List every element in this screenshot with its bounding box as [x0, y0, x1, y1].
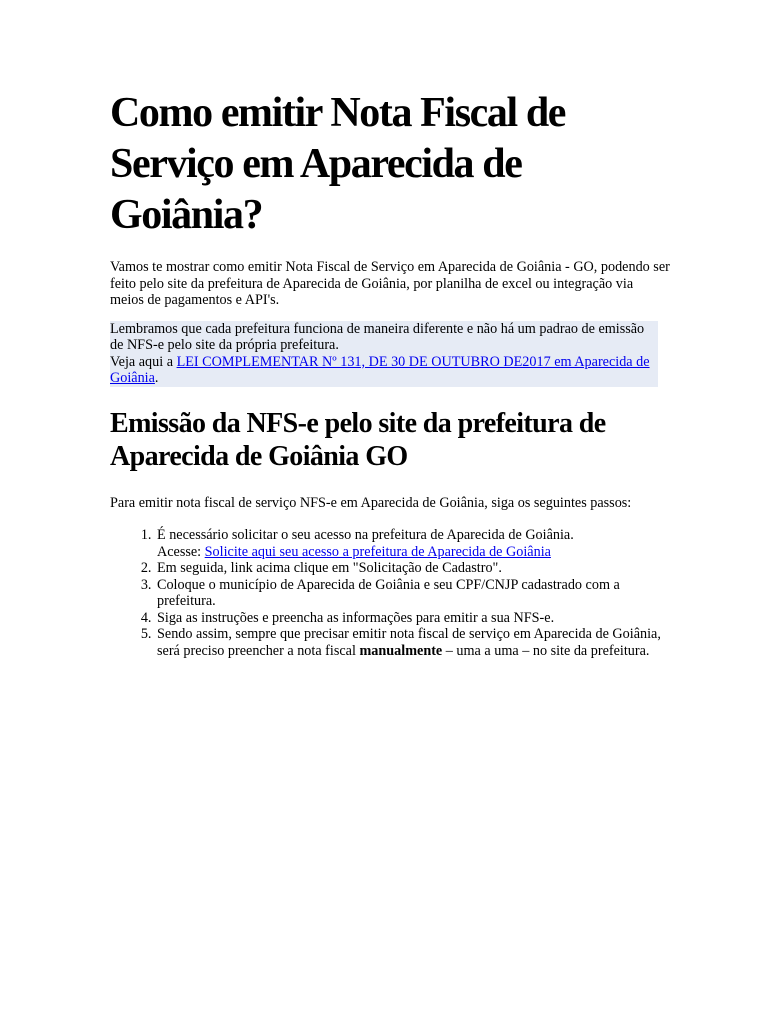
- page-title: Como emitir Nota Fiscal de Serviço em Aparecida de Goiânia?: [110, 90, 566, 238]
- list-item: [155, 527, 670, 560]
- lei-complementar-link[interactable]: LEI COMPLEMENTAR Nº 131, DE 30 DE OUTUBRO DE2017 em Aparecida de Goiânia: [110, 353, 650, 386]
- step-5-prefix: Sendo assim, sempre que precisar emitir nota fiscal de serviço em Aparecida de Goiânia, será preciso preencher a nota fiscal: [157, 626, 661, 659]
- step-5-suffix: – uma a uma – no site da prefeitura.: [442, 642, 650, 659]
- list-item: [155, 626, 670, 659]
- document-page: [110, 88, 670, 659]
- callout-link-suffix: .: [154, 370, 159, 386]
- solicite-acesso-link[interactable]: Solicite aqui seu acesso a prefeitura de Aparecida de Goiânia: [204, 543, 551, 560]
- callout-link-line: [110, 354, 658, 387]
- steps-intro: Para emitir nota fiscal de serviço NFS-e em Aparecida de Goiânia, siga os seguintes passos:: [110, 494, 632, 511]
- list-item: 4. Siga as instruções e preencha as informações para emitir a sua NFS-e.: [155, 610, 670, 627]
- list-item: 3. Coloque o município de Aparecida de Goiânia e seu CPF/CNJP cadastrado com a prefeitura.: [155, 577, 670, 610]
- callout-link-prefix: Veja aqui a: [110, 353, 177, 370]
- list-item: 2. Em seguida, link acima clique em "Solicitação de Cadastro".: [155, 560, 670, 577]
- callout-text: Lembramos que cada prefeitura funciona de maneira diferente e não há um padrao de emissão de NFS-e pelo site da própria prefeitura.: [110, 320, 645, 353]
- section-heading: Emissão da NFS-e pelo site da prefeitura de Aparecida de Goiânia GO: [110, 407, 606, 472]
- step-1-prefix: Acesse:: [157, 543, 205, 560]
- step-5-bold: manualmente: [359, 642, 443, 659]
- step-1-text: É necessário solicitar o seu acesso na prefeitura de Aparecida de Goiânia.: [157, 527, 574, 543]
- steps-list: [110, 527, 670, 659]
- intro-paragraph: Vamos te mostrar como emitir Nota Fiscal de Serviço em Aparecida de Goiânia - GO, podendo ser feito pelo site da prefeitura de Aparecida de Goiânia, por planilha de excel ou integração via meios de pagamentos e API's.: [110, 259, 670, 308]
- callout-box: [110, 321, 658, 387]
